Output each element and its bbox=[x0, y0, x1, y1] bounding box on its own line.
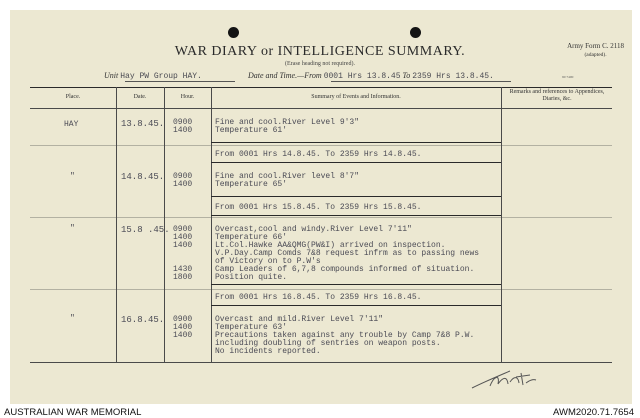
datetime-to-label: To bbox=[402, 71, 411, 80]
document-subtitle: (Erase heading not required). bbox=[285, 61, 355, 67]
entry-2-period-rule bbox=[211, 215, 501, 216]
document-title: WAR DIARY or INTELLIGENCE SUMMARY. bbox=[174, 44, 466, 59]
entry-3-line: Lt.Col.Hawke AA&QMG(PW&I) arrived on inspection. bbox=[215, 241, 446, 250]
entry-4-line: Overcast and mild.River Level 7'11" bbox=[215, 315, 384, 324]
entry-3-date: 15.8 .45. bbox=[121, 225, 170, 235]
entry-3-rule bbox=[211, 284, 501, 285]
entry-3-line: Temperature 66' bbox=[215, 233, 288, 242]
entry-2-rule bbox=[211, 196, 501, 197]
entry-1-line: Fine and cool.River Level 9'3" bbox=[215, 118, 360, 127]
entry-3-place: " bbox=[70, 224, 75, 233]
unit-field bbox=[104, 71, 202, 81]
entry-2-summary bbox=[215, 173, 359, 189]
entry-1-hours bbox=[173, 119, 192, 135]
table-bottom-rule bbox=[30, 362, 612, 363]
entry-3-hour: 1430 bbox=[173, 265, 193, 274]
ruled-line bbox=[30, 217, 612, 218]
entry-3-summary bbox=[215, 226, 479, 282]
header-summary: Summary of Events and Information. bbox=[311, 94, 401, 100]
entry-3-hour: 1400 bbox=[173, 233, 193, 242]
entry-2-date: 14.8.45. bbox=[121, 172, 165, 182]
column-divider-summary bbox=[501, 87, 502, 362]
entry-1-period-rule bbox=[211, 162, 501, 163]
form-reference bbox=[567, 42, 624, 60]
entry-2-line: Fine and cool.River level 8'7" bbox=[215, 172, 360, 181]
unit-label: Unit bbox=[104, 71, 119, 80]
entry-4-place: " bbox=[70, 314, 75, 323]
footer-institution: AUSTRALIAN WAR MEMORIAL bbox=[4, 407, 142, 418]
form-adapted-note: (adapted). bbox=[584, 52, 607, 58]
entry-3-line: Overcast,cool and windy.River Level 7'11" bbox=[215, 225, 412, 234]
entry-1-rule bbox=[211, 142, 501, 143]
punch-hole-right bbox=[410, 27, 421, 38]
entry-4-summary bbox=[215, 316, 474, 356]
entry-4-line: Temperature 63' bbox=[215, 323, 288, 332]
entry-3-hour: 1400 bbox=[173, 241, 193, 250]
datetime-field bbox=[248, 71, 494, 81]
entry-3-period-rule bbox=[211, 305, 501, 306]
entry-3-hour: 0900 bbox=[173, 225, 193, 234]
entry-1-period: From 0001 Hrs 14.8.45. To 2359 Hrs 14.8.45. bbox=[215, 150, 422, 159]
form-print-number: 90 7400 bbox=[562, 75, 574, 79]
datetime-label: Date and Time.—From bbox=[248, 71, 322, 80]
entry-2-line: Temperature 65' bbox=[215, 180, 288, 189]
entry-2-hour: 0900 bbox=[173, 172, 193, 181]
entry-2-hour: 1400 bbox=[173, 180, 193, 189]
entry-1-date: 13.8.45. bbox=[121, 119, 165, 129]
datetime-to: 2359 Hrs 13.8.45. bbox=[412, 72, 494, 81]
header-remarks: Remarks and references to Appendices, Diaries, &c. bbox=[509, 89, 605, 102]
unit-value: Hay PW Group HAY. bbox=[120, 72, 202, 81]
entry-4-line: Precautions taken against any trouble by Camp 7&8 P.W. bbox=[215, 331, 475, 340]
form-number-label: Army Form C. 2118 bbox=[567, 42, 624, 50]
unit-underline bbox=[125, 81, 235, 82]
header-hour: Hour. bbox=[180, 94, 195, 100]
entry-1-place: HAY bbox=[64, 120, 79, 129]
entry-4-line: including doubling of sentries on weapon posts. bbox=[215, 339, 441, 348]
datetime-from: 0001 Hrs 13.8.45 bbox=[323, 72, 401, 81]
entry-1-summary bbox=[215, 119, 359, 135]
entry-2-hours bbox=[173, 173, 192, 189]
header-place: Place. bbox=[65, 94, 81, 100]
ruled-line bbox=[30, 145, 612, 146]
entry-4-line: No incidents reported. bbox=[215, 347, 321, 356]
table-header-rule bbox=[30, 108, 612, 109]
entry-3-line: Position quite. bbox=[215, 273, 288, 282]
ruled-line bbox=[30, 289, 612, 290]
signature bbox=[470, 364, 540, 392]
entry-4-hours bbox=[173, 316, 192, 340]
entry-3-hours bbox=[173, 226, 192, 282]
entry-1-line: Temperature 61' bbox=[215, 126, 288, 135]
table-top-rule bbox=[30, 87, 612, 88]
datetime-underline bbox=[331, 81, 511, 82]
entry-4-hour: 0900 bbox=[173, 315, 193, 324]
entry-1-hour: 1400 bbox=[173, 126, 193, 135]
entry-2-period: From 0001 Hrs 15.8.45. To 2359 Hrs 15.8.45. bbox=[215, 203, 422, 212]
entry-1-hour: 0900 bbox=[173, 118, 193, 127]
entry-4-date: 16.8.45. bbox=[121, 315, 165, 325]
entry-3-line: of Victory on to P.W's bbox=[215, 257, 321, 266]
entry-3-line: Camp Leaders of 6,7,8 compounds informed of situation. bbox=[215, 265, 475, 274]
entry-3-period: From 0001 Hrs 16.8.45. To 2359 Hrs 16.8.45. bbox=[215, 293, 422, 302]
column-divider-hour bbox=[211, 87, 212, 362]
entry-4-hour: 1400 bbox=[173, 323, 193, 332]
column-divider-place bbox=[116, 87, 117, 362]
entry-4-hour: 1400 bbox=[173, 331, 193, 340]
punch-hole-left bbox=[228, 27, 239, 38]
entry-3-hour: 1800 bbox=[173, 273, 193, 282]
entry-3-line: V.P.Day.Camp Comds 7&8 request infrm as to passing news bbox=[215, 249, 480, 258]
footer-accession-number: AWM2020.71.7654 bbox=[553, 407, 634, 418]
entry-2-place: " bbox=[70, 172, 75, 181]
header-date: Date. bbox=[133, 94, 147, 100]
